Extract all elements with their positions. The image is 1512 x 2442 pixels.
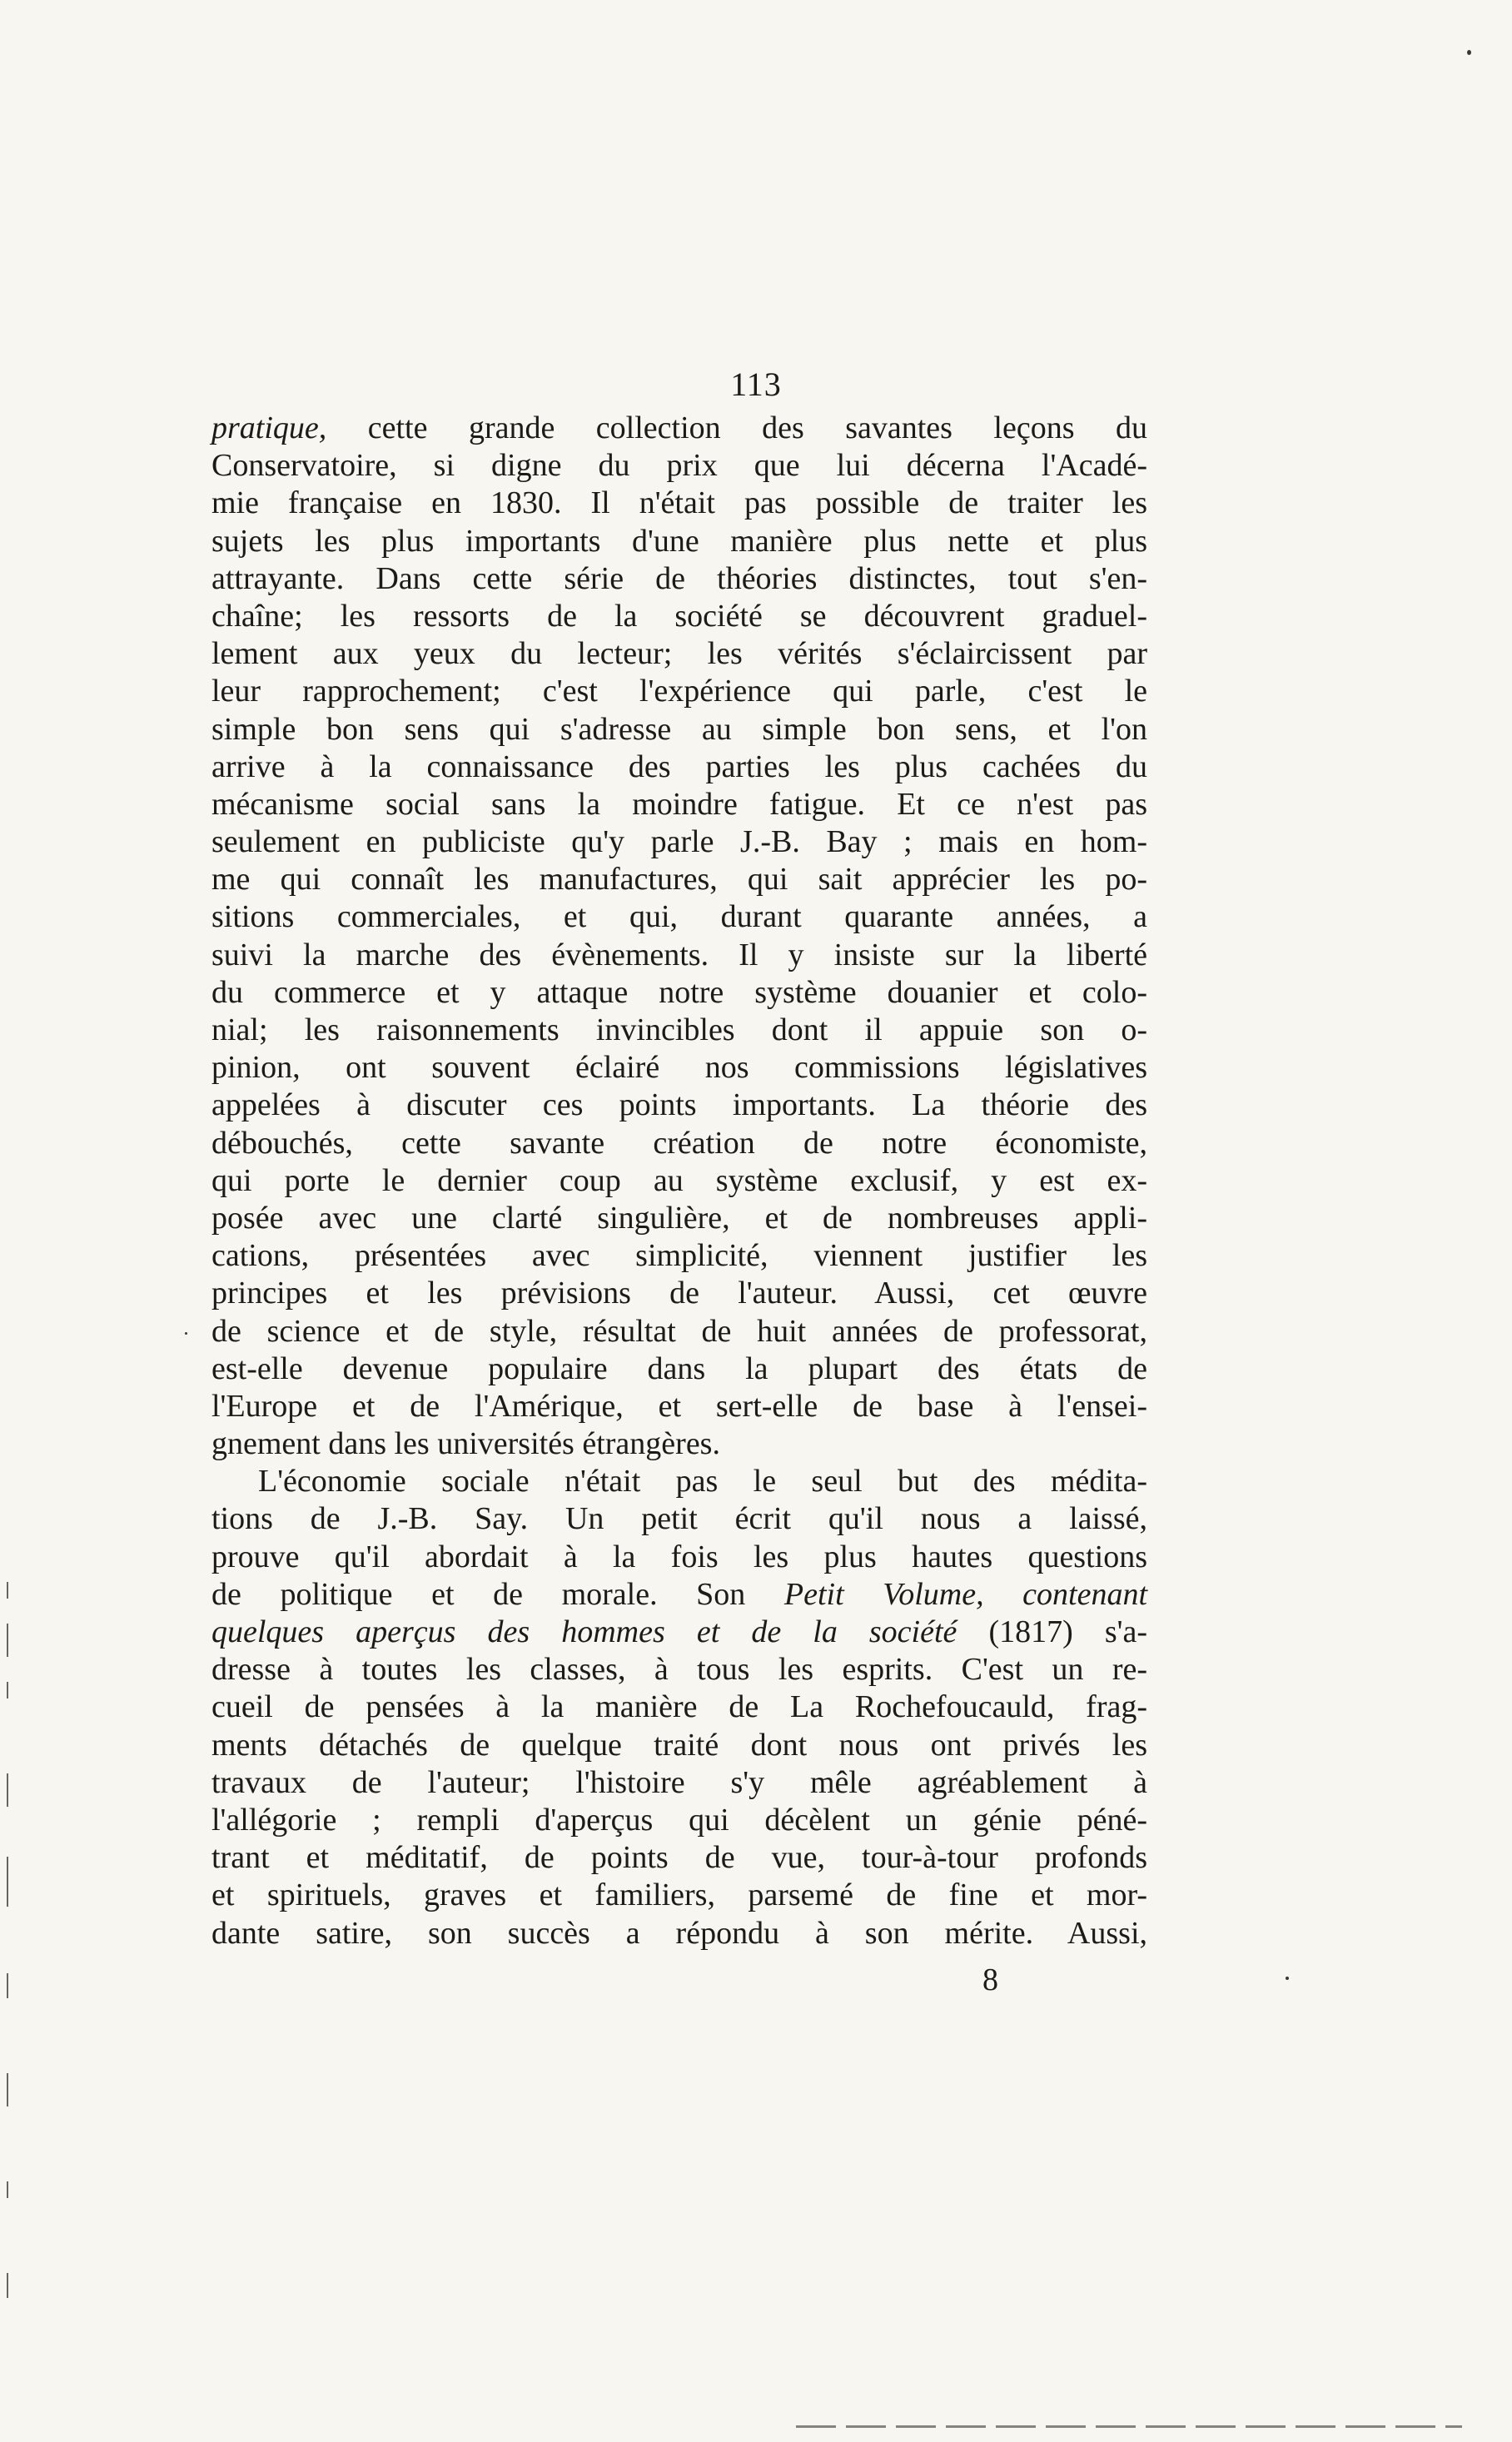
text-line: [211, 598, 1147, 635]
text-segment: suivi la marche des évènements. Il y insiste sur la liberté: [211, 937, 1147, 972]
signature-mark: 8: [982, 1962, 998, 1997]
text-line: [211, 861, 1147, 898]
page-bottom-edge: [796, 2425, 1462, 2428]
text-line: [211, 1764, 1147, 1802]
text-line: [211, 1313, 1147, 1350]
text-line: [211, 1388, 1147, 1425]
text-line: [211, 410, 1147, 447]
text-line: [211, 673, 1147, 710]
text-segment: lement aux yeux du lecteur; les vérités s'éclaircissent par: [211, 636, 1147, 672]
text-segment: prouve qu'il abordait à la fois les plus hautes questions: [211, 1539, 1147, 1574]
binding-edge-marks: [7, 1582, 12, 2331]
text-segment: ments détachés de quelque traité dont nous ont privés les: [211, 1727, 1147, 1763]
text-segment: dante satire, son succès a répondu à son mérite. Aussi,: [211, 1915, 1147, 1951]
text-segment: tions de J.-B. Say. Un petit écrit qu'il nous a laissé,: [211, 1501, 1147, 1537]
text-line: [211, 1275, 1147, 1312]
text-line: [211, 1689, 1147, 1726]
text-line: [211, 1237, 1147, 1275]
text-segment: mie française en 1830. Il n'était pas possible de traiter les: [211, 485, 1147, 521]
text-line: [211, 523, 1147, 560]
text-segment: et spirituels, graves et familiers, parsemé de fine et mor-: [211, 1878, 1147, 1913]
italic-text: Petit Volume, contenant: [783, 1576, 1147, 1612]
text-segment: me qui connaît les manufactures, qui sait apprécier les po-: [211, 862, 1147, 898]
ink-speck: [1286, 1977, 1289, 1980]
text-line: [211, 485, 1147, 522]
text-segment: arrive à la connaissance des parties les plus cachées du: [211, 749, 1147, 784]
text-segment: cueil de pensées à la manière de La Rochefoucauld, frag-: [211, 1689, 1147, 1725]
text-line: [211, 1425, 1147, 1463]
text-segment: sitions commerciales, et qui, durant quarante années, a: [211, 899, 1147, 935]
text-segment: (1817) s'a-: [957, 1614, 1148, 1649]
text-segment: attrayante. Dans cette série de théories distinctes, tout s'en-: [211, 560, 1147, 596]
text-line: [211, 974, 1147, 1012]
text-segment: sujets les plus importants d'une manière plus nette et plus: [211, 523, 1147, 559]
text-segment: leur rapprochement; c'est l'expérience qui parle, c'est le: [211, 674, 1147, 709]
text-segment: Conservatoire, si digne du prix que lui décerna l'Acadé-: [211, 448, 1147, 484]
page-number: 113: [730, 366, 782, 403]
text-line: [211, 749, 1147, 786]
text-segment: posée avec une clarté singulière, et de nombreuses appli-: [211, 1200, 1147, 1236]
text-segment: de politique et de morale. Son: [211, 1576, 784, 1612]
text-segment: chaîne; les ressorts de la société se découvrent graduel-: [211, 598, 1147, 634]
text-line: [211, 1350, 1147, 1388]
text-line: [211, 447, 1147, 485]
text-line: [211, 1877, 1147, 1914]
text-segment: l'allégorie ; rempli d'aperçus qui décèlent un génie péné-: [211, 1802, 1147, 1838]
text-segment: est-elle devenue populaire dans la plupart des états de: [211, 1350, 1147, 1386]
text-segment: débouchés, cette savante création de notre économiste,: [211, 1125, 1147, 1161]
text-line: [211, 1614, 1147, 1651]
text-segment: trant et méditatif, de points de vue, tour-à-tour profonds: [211, 1840, 1147, 1876]
text-line: [211, 1539, 1147, 1576]
text-line: [211, 1463, 1147, 1500]
text-line: [211, 1162, 1147, 1200]
text-line: [211, 1651, 1147, 1689]
text-line: [211, 635, 1147, 673]
text-line: [211, 1839, 1147, 1877]
text-segment: qui porte le dernier coup au système exclusif, y est ex-: [211, 1162, 1147, 1198]
text-line: [211, 1087, 1147, 1124]
text-line: [211, 1200, 1147, 1237]
text-line: [211, 786, 1147, 823]
ink-speck: [1467, 50, 1471, 55]
text-segment: principes et les prévisions de l'auteur. Aussi, cet œuvre: [211, 1276, 1147, 1311]
text-segment: de science et de style, résultat de huit années de professorat,: [211, 1313, 1147, 1349]
text-segment: L'économie sociale n'était pas le seul but des médita-: [258, 1464, 1147, 1500]
text-segment: nial; les raisonnements invincibles dont il appuie son o-: [211, 1012, 1147, 1047]
text-segment: l'Europe et de l'Amérique, et sert-elle de base à l'ensei-: [211, 1388, 1147, 1424]
text-line: [211, 898, 1147, 936]
text-line: [211, 711, 1147, 749]
text-segment: du commerce et y attaque notre système douanier et colo-: [211, 974, 1147, 1010]
text-segment: simple bon sens qui s'adresse au simple bon sens, et l'on: [211, 711, 1147, 747]
text-line: [211, 1500, 1147, 1538]
text-segment: cations, présentées avec simplicité, viennent justifier les: [211, 1238, 1147, 1274]
text-segment: mécanisme social sans la moindre fatigue. Et ce n'est pas: [211, 786, 1147, 822]
text-line: [211, 1125, 1147, 1162]
text-line: [211, 937, 1147, 974]
text-line: [211, 823, 1147, 861]
italic-text: pratique,: [211, 410, 327, 445]
text-segment: travaux de l'auteur; l'histoire s'y mêle agréablement à: [211, 1764, 1147, 1800]
text-line: [211, 1049, 1147, 1087]
italic-text: quelques aperçus des hommes et de la société: [211, 1614, 957, 1649]
text-line: [211, 1915, 1147, 1952]
text-segment: appelées à discuter ces points importants. La théorie des: [211, 1087, 1147, 1123]
body-text: [211, 410, 1147, 1952]
text-segment: seulement en publiciste qu'y parle J.-B. Bay ; mais en hom-: [211, 824, 1147, 860]
text-line: [211, 1576, 1147, 1614]
text-segment: dresse à toutes les classes, à tous les esprits. C'est un re-: [211, 1652, 1147, 1688]
ink-speck: [185, 1332, 187, 1335]
text-line: [211, 560, 1147, 598]
text-segment: pinion, ont souvent éclairé nos commissions législatives: [211, 1050, 1147, 1086]
text-line: [211, 1727, 1147, 1764]
text-segment: gnement dans les universités étrangères.: [211, 1426, 720, 1462]
text-line: [211, 1012, 1147, 1049]
text-segment: cette grande collection des savantes leçons du: [326, 410, 1147, 445]
text-line: [211, 1802, 1147, 1839]
